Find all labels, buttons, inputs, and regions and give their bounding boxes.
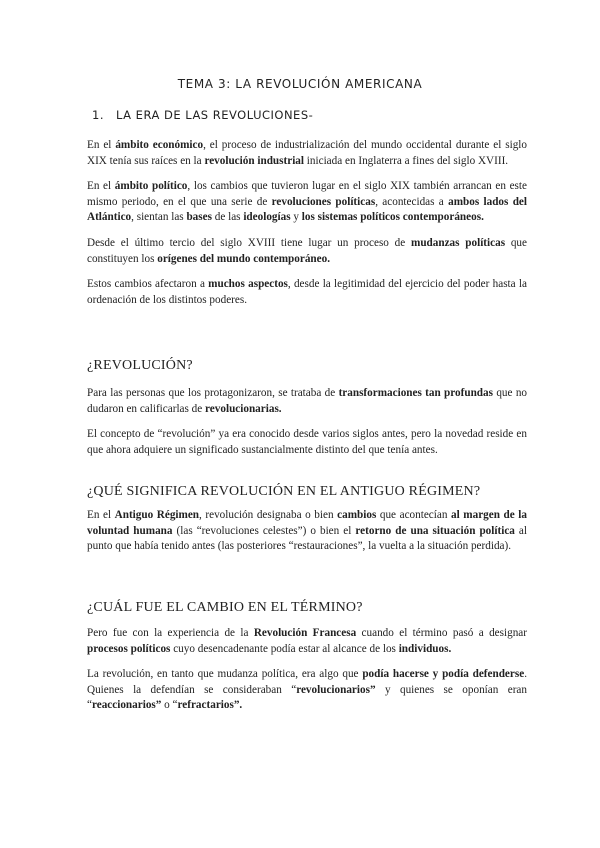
revolucion-block xyxy=(87,386,527,468)
paragraph xyxy=(87,236,527,267)
text-run: que no dudaron en calificarlas de xyxy=(87,387,528,415)
text-run: En el xyxy=(87,180,115,193)
text-run: Estos cambios afectaron a xyxy=(87,278,209,291)
document-title: TEMA 3: LA REVOLUCIÓN AMERICANA xyxy=(177,77,423,91)
bold-text: Revolución Francesa xyxy=(253,627,357,639)
text-run: , desde la legitimidad del ejercicio del poder hasta la ordenación de los distintos poderes. xyxy=(87,278,527,306)
bold-text: revoluciones políticas xyxy=(271,195,376,208)
bold-text: revolucionarios” xyxy=(296,683,376,696)
text-run: y quienes se oponían eran “ xyxy=(87,683,527,712)
paragraph xyxy=(87,626,527,657)
bold-text: refractarios”. xyxy=(177,699,243,712)
text-run: o “ xyxy=(161,699,178,712)
paragraph xyxy=(87,386,527,417)
subtitle-text: LA ERA DE LAS REVOLUCIONES- xyxy=(115,108,314,122)
bold-text: orígenes del mundo contemporáneo. xyxy=(157,252,331,265)
text-run: y xyxy=(290,211,302,224)
bold-text: Antiguo Régimen xyxy=(114,509,200,521)
bold-text: transformaciones tan profundas xyxy=(338,387,493,399)
text-run: de las xyxy=(211,211,244,224)
paragraph xyxy=(87,427,527,458)
heading-significa: ¿QUÉ SIGNIFICA REVOLUCIÓN EN EL ANTIGUO RÉGIMEN? xyxy=(87,484,481,499)
text-run: El concepto de “revolución” ya era conocido desde varios siglos antes, pero la novedad reside en que ahora adquiere un significado sustancialmente distinto del que tenía antes. xyxy=(87,428,527,456)
bold-text: revolucionarias. xyxy=(205,402,282,415)
section-subtitle xyxy=(92,108,313,122)
text-run: En el xyxy=(87,509,115,521)
text-run: , revolución designaba o bien xyxy=(199,509,338,521)
bold-text: los sistemas políticos contemporáneos. xyxy=(301,211,484,224)
text-run: que constituyen los xyxy=(87,236,527,265)
text-run: . Quienes la defendían se consideraban “ xyxy=(87,668,527,696)
paragraph xyxy=(87,667,527,714)
heading-cambio: ¿CUÁL FUE EL CAMBIO EN EL TÉRMINO? xyxy=(87,600,363,615)
text-run: iniciada en Inglaterra a fines del siglo XVIII. xyxy=(304,154,509,167)
bold-text: ideologías xyxy=(243,211,291,224)
text-run: cuyo desencadenante podía estar al alcance de los xyxy=(170,642,399,655)
text-run: (las “revoluciones celestes”) o bien el xyxy=(172,524,356,537)
text-run: Desde el último tercio del siglo XVIII tiene lugar un proceso de xyxy=(87,236,412,249)
bold-text: ambos lados del Atlántico xyxy=(87,195,527,224)
text-run: , sientan las xyxy=(131,211,187,224)
subtitle-number: 1. xyxy=(92,108,104,122)
bold-text: individuos. xyxy=(398,642,452,655)
bold-text: podía hacerse y podía defenderse xyxy=(362,668,525,681)
text-run: , el proceso de industrialización del mundo occidental durante el siglo XIX tenía sus raíces en la xyxy=(87,139,527,167)
text-run: En el xyxy=(87,139,116,151)
bold-text: retorno de una situación política xyxy=(355,524,515,537)
bold-text: ámbito económico xyxy=(115,139,204,151)
text-run: , acontecidas a xyxy=(375,195,449,208)
text-run: Pero fue con la experiencia de la xyxy=(87,627,254,639)
text-run: Para las personas que los protagonizaron, se trataba de xyxy=(87,387,339,399)
intro-block xyxy=(87,138,527,318)
bold-text: procesos políticos xyxy=(87,642,171,655)
paragraph xyxy=(87,179,527,226)
bold-text: cambios xyxy=(337,509,377,521)
heading-revolucion: ¿REVOLUCIÓN? xyxy=(87,358,193,373)
text-run: , los cambios que tuvieron lugar en el siglo XIX también arrancan en este mismo periodo, en el que una serie de xyxy=(87,180,527,208)
bold-text: mudanzas políticas xyxy=(411,236,506,249)
bold-text: bases xyxy=(186,211,212,224)
paragraph xyxy=(87,277,527,308)
significa-block xyxy=(87,508,527,565)
bold-text: al margen de la voluntad humana xyxy=(87,509,527,537)
text-run: que acontecían xyxy=(376,509,451,521)
paragraph xyxy=(87,138,527,169)
text-run: cuando el término pasó a designar xyxy=(356,627,527,639)
bold-text: reaccionarios” xyxy=(91,699,162,712)
bold-text: revolución industrial xyxy=(204,154,304,167)
bold-text: muchos aspectos xyxy=(208,278,288,291)
cambio-block xyxy=(87,626,527,724)
text-run: La revolución, en tanto que mudanza política, era algo que xyxy=(87,668,363,681)
text-run: al punto que había tenido antes (las posteriores “restauraciones”, la vuelta a la situación perdida). xyxy=(87,524,527,553)
bold-text: ámbito político xyxy=(114,180,188,193)
paragraph xyxy=(87,508,527,555)
